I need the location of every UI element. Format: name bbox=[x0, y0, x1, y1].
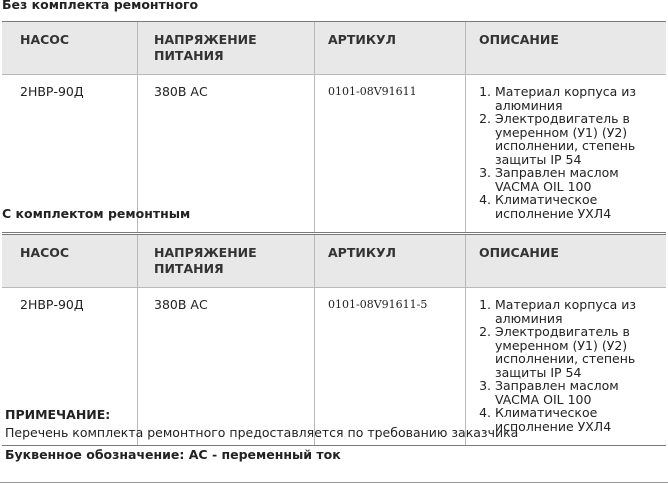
list-item: 4. Климатическое исполнение УХЛ4 bbox=[495, 193, 666, 220]
header-voltage: НАПРЯЖЕНИЕ ПИТАНИЯ bbox=[138, 22, 315, 75]
note-text: Перечень комплекта ремонтного предоставляется по требованию заказчика bbox=[5, 425, 519, 440]
note-heading: ПРИМЕЧАНИЕ: bbox=[5, 407, 111, 422]
header-description: ОПИСАНИЕ bbox=[466, 235, 667, 288]
cell-description bbox=[466, 288, 667, 446]
section-title-without-kit: Без комплекта ремонтного bbox=[2, 0, 199, 12]
legend-text: Буквенное обозначение: АС - переменный ток bbox=[5, 447, 341, 462]
cell-sku: 0101-08V91611-5 bbox=[315, 288, 466, 446]
list-item: 2. Электродвигатель в умеренном (У1) (У2) исполнении, степень защиты IP 54 bbox=[495, 112, 666, 166]
list-item: 3. Заправлен маслом VACMA OIL 100 bbox=[495, 379, 666, 406]
cell-pump: 2НВР-90Д bbox=[2, 75, 138, 233]
spec-table-without-kit bbox=[2, 21, 666, 233]
cell-voltage: 380В АС bbox=[138, 75, 315, 233]
table-header-row bbox=[2, 22, 666, 75]
bottom-divider bbox=[0, 482, 668, 483]
list-item: 1. Материал корпуса из алюминия bbox=[495, 85, 666, 112]
table-header-row bbox=[2, 235, 666, 288]
header-pump: НАСОС bbox=[2, 22, 138, 75]
header-description: ОПИСАНИЕ bbox=[466, 22, 667, 75]
description-list bbox=[479, 298, 666, 433]
header-sku: АРТИКУЛ bbox=[315, 235, 466, 288]
cell-description bbox=[466, 75, 667, 233]
header-sku: АРТИКУЛ bbox=[315, 22, 466, 75]
list-item: 1. Материал корпуса из алюминия bbox=[495, 298, 666, 325]
cell-pump: 2НВР-90Д bbox=[2, 288, 138, 446]
list-item: 4. Климатическое исполнение УХЛ4 bbox=[495, 406, 666, 433]
section-title-with-kit: С комплектом ремонтным bbox=[2, 206, 191, 221]
header-voltage: НАПРЯЖЕНИЕ ПИТАНИЯ bbox=[138, 235, 315, 288]
cell-voltage: 380В АС bbox=[138, 288, 315, 446]
list-item: 3. Заправлен маслом VACMA OIL 100 bbox=[495, 166, 666, 193]
header-pump: НАСОС bbox=[2, 235, 138, 288]
cell-sku: 0101-08V91611 bbox=[315, 75, 466, 233]
list-item: 2. Электродвигатель в умеренном (У1) (У2) исполнении, степень защиты IP 54 bbox=[495, 325, 666, 379]
description-list bbox=[479, 85, 666, 220]
